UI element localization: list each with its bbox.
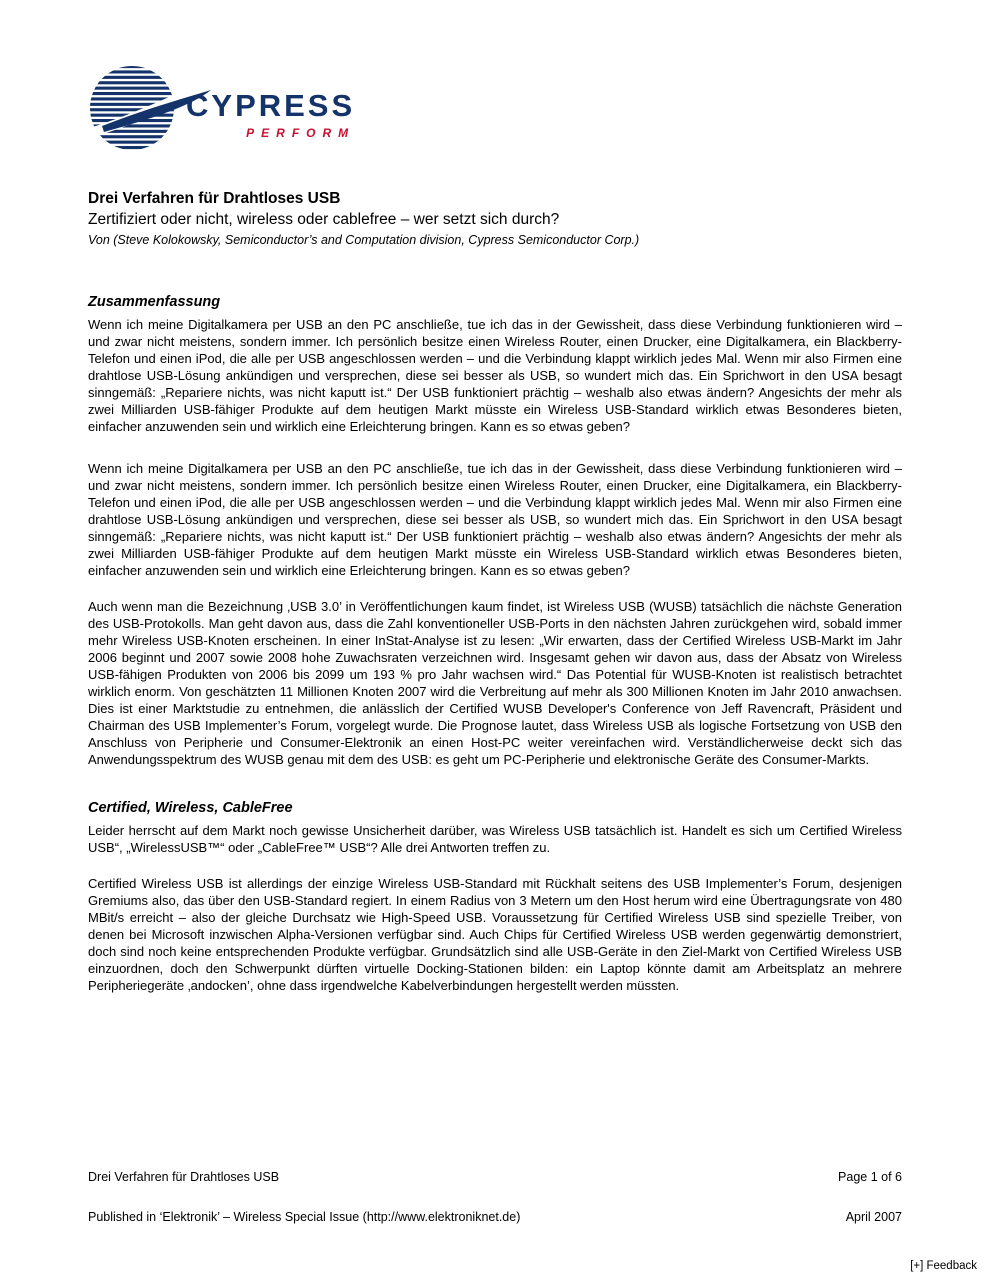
footer-row-1 [88, 1170, 902, 1184]
paragraph-summary-1: Wenn ich meine Digitalkamera per USB an den PC anschließe, tue ich das in der Gewissheit, dass diese Verbindung funktionieren wird – und zwar nicht meistens, sondern immer. Ich persönlich besitze einen Wireless Router, einen Drucker, eine Digitalkamera, ein Blackberry-Telefon und einen iPod, die alle per USB angeschlossen werden – und die Verbindung klappt wirklich jedes Mal. Wenn mir also Firmen eine drahtlose USB-Lösung ankündigen und versprechen, diese sei besser als USB, so wundert mich das. Ein Sprichwort in den USA besagt sinngemäß: „Repariere nichts, was nicht kaputt ist.“ Der USB funktioniert prächtig – weshalb also etwas ändern? Angesichts der mehr als zwei Milliarden USB-fähiger Produkte auf dem heutigen Markt müsste ein Wireless USB-Standard wirklich etwas Besonderes bieten, einfacher anzuwenden sein und wirklich eine Erleichterung bringen. Kann es so etwas geben? [88, 317, 902, 434]
footer-publication-info: Published in ‘Elektronik’ – Wireless Special Issue (http://www.elektroniknet.de) [88, 1210, 521, 1224]
section-heading-zusammenfassung: Zusammenfassung [88, 294, 221, 310]
footer-document-title: Drei Verfahren für Drahtloses USB [88, 1170, 280, 1184]
footer-row-2 [88, 1210, 902, 1224]
paragraph-certified-2: Certified Wireless USB ist allerdings der einzige Wireless USB-Standard mit Rückhalt seitens des USB Implementer’s Forum, desjenigen Gremiums also, das über den USB-Standard regiert. In einem Radius von 3 Metern um den Host herum wird eine Übertragungsrate von 480 MBit/s erreicht – also der gleiche Durchsatz wie High-Speed USB. Voraussetzung für Certified Wireless USB sind spezielle Treiber, von denen bei Microsoft inzwischen Alpha-Versionen verfügbar sind. Auch Chips für Certified Wireless USB werden gegenwärtig demonstriert, doch sind noch keine entsprechenden Produkte verfügbar. Grundsätzlich sind alle USB-Geräte in den Ziel-Markt von Certified Wireless USB einzuordnen, doch den Schwerpunkt dürften virtuelle Docking-Stationen bilden: ein Laptop könnte damit am Arbeitsplatz an mehrere Peripheriegeräte ‚andocken’, ohne dass irgendwelche Kabelverbindungen hergestellt werden müssten. [88, 876, 902, 993]
footer-date: April 2007 [845, 1210, 902, 1224]
logo-brand-text: CYPRESS [186, 88, 356, 123]
paragraph-summary-3: Auch wenn man die Bezeichnung ‚USB 3.0’ in Veröffentlichungen kaum findet, ist Wireless USB (WUSB) tatsächlich die nächste Generation des USB-Protokolls. Man geht davon aus, dass die Zahl konventioneller USB-Ports in den nächsten Jahren zurückgehen wird, sobald immer mehr Wireless USB-Knoten erscheinen. In einer InStat-Analyse ist zu lesen: „Wir erwarten, dass der Certified Wireless USB-Markt im Jahr 2006 beginnt und 2007 sowie 2008 hohe Zuwachsraten verzeichnen wird. Insgesamt gehen wir davon aus, dass der Absatz von Wireless USB-fähigen Produkten von 2006 bis 2099 um 193 % pro Jahr wachsen wird.“ Das Potential für WUSB-Knoten ist realistisch betrachtet wirklich enorm. Von geschätzten 11 Millionen Knoten 2007 wird die Verbreitung auf mehr als 300 Millionen Knoten im Jahr 2010 anwachsen. Dies ist einer Marktstudie zu entnehmen, die anlässlich der Certified WUSB Developer's Conference von Jeff Ravencraft, Präsident und Chairman des USB Implementer’s Forum, vorgelegt wurde. Die Prognose lautet, dass Wireless USB als logische Fortsetzung von USB den Anschluss von Peripherie und Consumer-Elektronik an einen Host-PC weiter vereinfachen wird. Verständlicherweise deckt sich das Anwendungsspektrum des WUSB genau mit dem des USB: es geht um PC-Peripherie und elektronische Geräte des Consumer-Markts. [88, 599, 902, 767]
document-content [0, 60, 989, 994]
document-title: Drei Verfahren für Drahtloses USB [88, 190, 341, 207]
paragraph-certified-1: Leider herrscht auf dem Markt noch gewisse Unsicherheit darüber, was Wireless USB tatsächlich ist. Handelt es sich um Certified Wireless USB“, „WirelessUSB™“ oder „CableFree™ USB“? Alle drei Antworten treffen zu. [88, 823, 902, 855]
page-footer [88, 1170, 902, 1224]
logo-tagline-text: PERFORM [246, 126, 356, 140]
logo-text-block [186, 90, 355, 140]
cypress-logo [88, 60, 902, 156]
section-heading-certified: Certified, Wireless, CableFree [88, 800, 293, 816]
paragraph-summary-2: Wenn ich meine Digitalkamera per USB an den PC anschließe, tue ich das in der Gewissheit, dass diese Verbindung funktionieren wird – und zwar nicht meistens, sondern immer. Ich persönlich besitze einen Wireless Router, einen Drucker, eine Digitalkamera, ein Blackberry-Telefon und einen iPod, die alle per USB angeschlossen werden – und die Verbindung klappt wirklich jedes Mal. Wenn mir also Firmen eine drahtlose USB-Lösung ankündigen und versprechen, diese sei besser als USB, so wundert mich das. Ein Sprichwort in den USA besagt sinngemäß: „Repariere nichts, was nicht kaputt ist.“ Der USB funktioniert prächtig – weshalb also etwas ändern? Angesichts der mehr als zwei Milliarden USB-fähiger Produkte auf dem heutigen Markt müsste ein Wireless USB-Standard wirklich etwas Besonderes bieten, einfacher anzuwenden sein und wirklich eine Erleichterung bringen. Kann es so etwas geben? [88, 461, 902, 578]
footer-page-number: Page 1 of 6 [838, 1170, 902, 1184]
document-subtitle: Zertifiziert oder nicht, wireless oder cablefree – wer setzt sich durch? [88, 211, 560, 228]
feedback-link[interactable]: [+] Feedback [910, 1260, 977, 1272]
document-byline: Von (Steve Kolokowsky, Semiconductor’s and Computation division, Cypress Semiconductor Corp.) [88, 233, 640, 247]
